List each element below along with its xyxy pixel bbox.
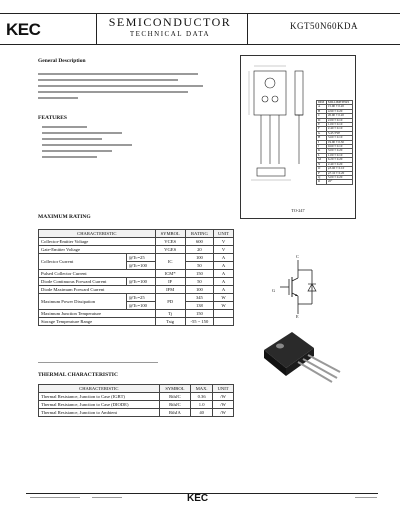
header-top-rule [0, 13, 400, 14]
footer-page-text [355, 497, 377, 498]
table-footnote [38, 362, 158, 363]
col-unit: UNIT [213, 385, 234, 393]
emitter-label: E [296, 314, 299, 319]
table-row: Diode Continuous Forward Current @Tc=100 IF 50 A [39, 278, 234, 286]
feature-item [42, 138, 102, 140]
table-row: Thermal Resistance, Junction to Ambient RthJA 40 /W [39, 409, 234, 417]
feature-item [42, 144, 132, 146]
table-row: Maximum Junction Temperature Tj 150 [39, 310, 234, 318]
footer-revision-text [92, 497, 122, 498]
feature-item [42, 126, 87, 128]
package-outline-box [240, 55, 356, 219]
table-row: Storage Temperature Range Tstg -55 ~ 150 [39, 318, 234, 326]
footer-date-text [30, 497, 80, 498]
header-divider-left [96, 13, 97, 44]
col-characteristic: CHARACTERISTIC [39, 230, 156, 238]
col-max: MAX. [191, 385, 213, 393]
thermal-characteristic-title: THERMAL CHARACTERISTIC [38, 372, 118, 378]
feature-item [42, 150, 112, 152]
table-row: Collector Current @Tc=25 IC 100 A [39, 254, 234, 262]
general-description-text [38, 73, 198, 75]
maximum-rating-table [38, 229, 234, 326]
table-row: Maximum Power Dissipation @Tc=25 PD 345 W [39, 294, 234, 302]
transistor-package-image [262, 328, 342, 398]
col-symbol: SYMBOL [159, 385, 191, 393]
col-rating: RATING [185, 230, 213, 238]
col-unit: UNIT [214, 230, 234, 238]
table-row: @Tc=100 138 W [39, 302, 234, 310]
table-row: Collector-Emitter Voltage VCES 600 V [39, 238, 234, 246]
table-row: Pulsed Collector Current ICM* 150 A [39, 270, 234, 278]
collector-label: C [296, 254, 299, 259]
dimension-table: DIM MILLIMETERS A 15.90 ± 0.20 B 4.90 ± 0.20 C 20.90 ± 0.20 D 2.00 ± 0.10 E 1.00 ± 0.10 F 2.40 ± 0.10 G 5.45 TYP H 3.60 ± 0.10 I 19.90 ± 0.30 J 0.60 ± 0.10 K 3.00 ± 0.20 L 1.00 ± 0.10 M 6.20 ± 0.20 N 2.40 ± 0.20 O φ3.60 ± 0.10 P φ7.10 ± 0.20 Q 5.00 ± 0.20 R 20° [316, 100, 353, 185]
table-row: Gate-Emitter Voltage VGES 20 V [39, 246, 234, 254]
technical-data-heading: TECHNICAL DATA [129, 30, 211, 38]
part-number: KGT50N60KDA [290, 21, 358, 31]
footer-kec-logo: KEC [187, 493, 209, 504]
general-description-text [38, 97, 78, 99]
igbt-circuit-symbol [272, 256, 332, 318]
kec-logo: KEC [6, 20, 41, 39]
general-description-text [38, 91, 188, 93]
thermal-table [38, 384, 234, 417]
col-symbol: SYMBOL [155, 230, 185, 238]
col-characteristic: CHARACTERISTIC [39, 385, 160, 393]
table-row: Diode Maximum Forward Current IFM 100 A [39, 286, 234, 294]
table-row: @Tc=100 50 A [39, 262, 234, 270]
general-description-text [38, 85, 203, 87]
header-bottom-rule [0, 44, 400, 45]
feature-item [42, 156, 97, 158]
semiconductor-heading: SEMICONDUCTOR [108, 15, 232, 29]
general-description-text [38, 79, 178, 81]
package-label: TO-247 [291, 208, 305, 213]
table-row: Thermal Resistance, Junction to Case (IGBT) RthJC 0.36 /W [39, 393, 234, 401]
features-title: FEATURES [38, 115, 67, 121]
table-row: Thermal Resistance, Junction to Case (DIODE) RthJC 1.0 /W [39, 401, 234, 409]
gate-label: G [272, 288, 276, 293]
general-description-title: General Description [38, 58, 86, 64]
maximum-rating-title: MAXIMUM RATING [38, 214, 91, 220]
header-divider-right [247, 13, 248, 44]
feature-item [42, 132, 122, 134]
